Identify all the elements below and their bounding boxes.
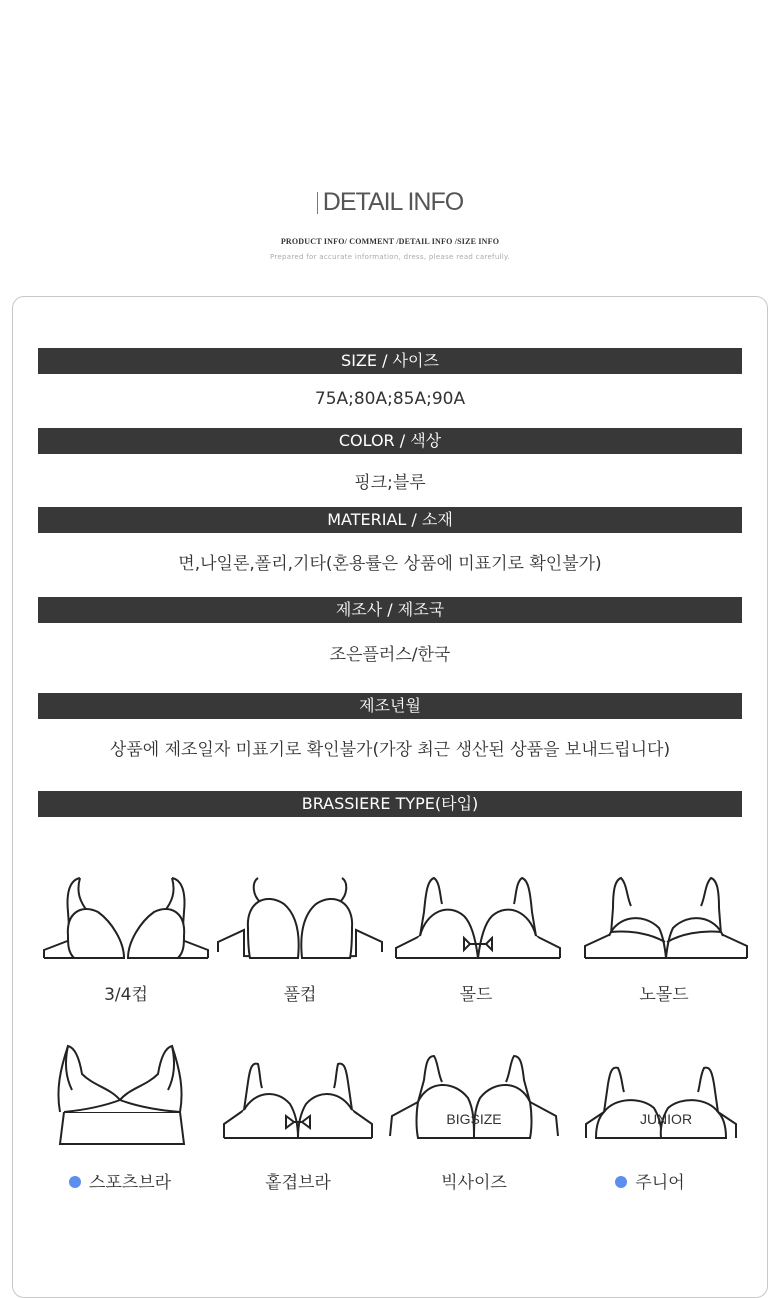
sports-bra-label: 스포츠브라: [88, 1173, 172, 1193]
type-sports-bra: [54, 1040, 186, 1150]
material-heading: MATERIAL / 소재: [38, 507, 742, 533]
type-label-mold: 몰드: [459, 985, 493, 1005]
type-label-full-cup: 풀컵: [283, 985, 317, 1005]
bra-full-cup-icon: [214, 872, 386, 964]
type-no-mold: [576, 872, 756, 964]
bra-type-heading: BRASSIERE TYPE(타입): [38, 791, 742, 817]
page-subtitle: Prepared for accurate information, dress, please read carefully.: [269, 253, 511, 261]
size-value: 75A;80A;85A;90A: [314, 389, 466, 409]
type-label-no-mold: 노몰드: [639, 985, 689, 1005]
mfg-date-value: 상품에 제조일자 미표기로 확인불가(가장 최근 생산된 상품을 보내드립니다): [109, 740, 671, 760]
big-size-bra-icon: [388, 1052, 560, 1142]
sports-bra-icon: [54, 1040, 186, 1150]
type-34-cup: [36, 872, 216, 964]
junior-bra-icon: [582, 1062, 740, 1142]
type-big-size: [388, 1052, 560, 1142]
material-value: 면,나일론,폴리,기타(혼용률은 상품에 미표기로 확인불가): [178, 554, 602, 574]
type-mold: [388, 872, 568, 964]
manufacturer-heading: 제조사 / 제조국: [38, 597, 742, 623]
type-junior: [582, 1062, 740, 1142]
junior-label: 주니어: [635, 1173, 685, 1193]
size-heading: SIZE / 사이즈: [38, 348, 742, 374]
selected-dot-icon: [615, 1176, 627, 1188]
type-single-layer: [220, 1058, 376, 1142]
mfg-date-heading: 제조년월: [38, 693, 742, 719]
page-title-text: DETAIL INFO: [322, 188, 464, 216]
color-heading: COLOR / 색상: [38, 428, 742, 454]
single-layer-bra-icon: [220, 1058, 376, 1142]
bigsize-inner-label: BIGSIZE: [446, 1111, 502, 1127]
type-label-big-size: 빅사이즈: [441, 1173, 507, 1193]
manufacturer-value: 조은플러스/한국: [329, 645, 451, 665]
bra-34-cup-icon: [42, 872, 210, 964]
title-divider: [317, 192, 318, 214]
page-header: [0, 188, 780, 261]
type-label-junior: [582, 1168, 718, 1193]
bra-no-mold-icon: [581, 872, 751, 964]
page-title: [317, 188, 463, 217]
type-label-single-layer: 홑겹브라: [265, 1173, 331, 1193]
type-label-sports-bra: [40, 1168, 200, 1193]
selected-dot-icon: [69, 1176, 81, 1188]
color-value: 핑크;블루: [354, 473, 426, 493]
junior-inner-label: JUNIOR: [639, 1111, 693, 1127]
bra-mold-icon: [392, 872, 564, 964]
type-full-cup: [210, 872, 390, 964]
type-label-34-cup: 3/4컵: [104, 985, 148, 1005]
section-nav: PRODUCT INFO/ COMMENT /DETAIL INFO /SIZE INFO: [280, 237, 500, 246]
